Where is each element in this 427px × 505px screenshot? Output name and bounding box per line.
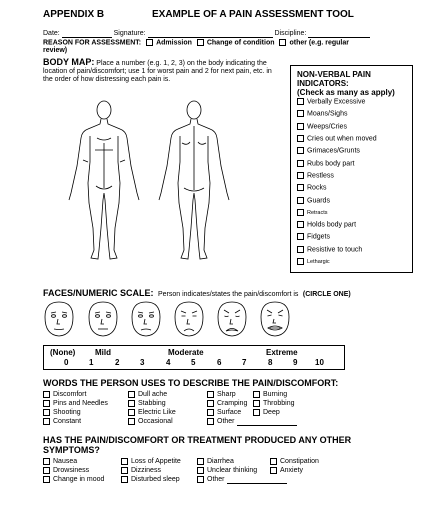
date-label: Date: <box>43 30 60 37</box>
word-option[interactable] <box>128 390 167 399</box>
scale-number[interactable]: 7 <box>242 358 247 367</box>
word-option[interactable] <box>43 417 81 426</box>
symptom-option[interactable] <box>121 466 161 475</box>
checkbox[interactable] <box>297 246 304 253</box>
symptom-option[interactable] <box>43 457 77 466</box>
nonverbal-title <box>291 66 412 97</box>
nonverbal-item-label: Resistive to touch <box>307 246 363 254</box>
scale-number[interactable]: 0 <box>64 358 69 367</box>
checkbox[interactable] <box>253 391 260 398</box>
word-other-field[interactable] <box>237 418 297 426</box>
symptom-option[interactable] <box>197 466 257 475</box>
scale-label-moderate: Moderate <box>168 348 204 357</box>
appendix-label: APPENDIX B <box>43 9 105 20</box>
word-option-other[interactable] <box>207 417 297 426</box>
discipline-field[interactable] <box>308 30 370 38</box>
word-option[interactable] <box>253 399 295 408</box>
checkbox[interactable] <box>43 476 50 483</box>
scale-number[interactable]: 3 <box>140 358 145 367</box>
word-label: Burning <box>263 391 288 398</box>
nonverbal-item-label: Rocks <box>307 184 327 192</box>
nonverbal-item-label: Fidgets <box>307 233 330 241</box>
checkbox[interactable] <box>297 184 304 191</box>
word-option[interactable] <box>128 417 173 426</box>
nonverbal-item[interactable] <box>297 233 412 241</box>
nonverbal-item-label: Retracts <box>307 210 328 217</box>
scale-number[interactable]: 5 <box>191 358 196 367</box>
reason-other-label: other (e.g. regular review) <box>43 39 349 55</box>
checkbox[interactable] <box>297 98 304 105</box>
checkbox[interactable] <box>297 160 304 167</box>
nonverbal-item-label: Weeps/Cries <box>307 123 347 131</box>
symptom-label: Nausea <box>53 458 78 465</box>
checkbox[interactable] <box>297 172 304 179</box>
checkbox[interactable] <box>297 135 304 142</box>
symptom-option[interactable] <box>43 475 104 484</box>
checkbox[interactable] <box>207 400 214 407</box>
checkbox[interactable] <box>121 458 128 465</box>
nonverbal-item-label: Holds body part <box>307 221 357 229</box>
word-label: Sharp <box>217 391 236 398</box>
reason-change-label: Change of condition <box>206 39 275 47</box>
checkbox[interactable] <box>297 147 304 154</box>
word-option[interactable] <box>128 399 166 408</box>
word-label: Pins and Needles <box>53 400 108 407</box>
nonverbal-list <box>291 97 412 266</box>
reason-line <box>43 39 373 55</box>
checkbox[interactable] <box>43 467 50 474</box>
checkbox[interactable] <box>297 233 304 240</box>
scale-label-mild: Mild <box>95 348 111 357</box>
checkbox[interactable] <box>197 458 204 465</box>
nonverbal-item[interactable] <box>297 184 412 192</box>
page-title: EXAMPLE OF A PAIN ASSESSMENT TOOL <box>152 9 354 20</box>
checkbox[interactable] <box>43 418 50 425</box>
words-grid <box>43 390 403 430</box>
word-label: Electric Like <box>138 409 176 416</box>
checkbox[interactable] <box>43 458 50 465</box>
nonverbal-item[interactable] <box>297 197 412 205</box>
word-label: Constant <box>53 418 82 425</box>
symptom-label: Unclear thinking <box>207 467 258 474</box>
face-2-icon[interactable] <box>87 300 119 338</box>
checkbox[interactable] <box>197 467 204 474</box>
word-label: Shooting <box>53 409 81 416</box>
nonverbal-item[interactable] <box>297 110 412 118</box>
nonverbal-title-line2: INDICATORS: <box>297 79 349 88</box>
nonverbal-item[interactable] <box>297 123 412 131</box>
symptom-other-field[interactable] <box>227 476 287 484</box>
checkbox[interactable] <box>43 391 50 398</box>
nonverbal-subtitle: (Check as many as apply) <box>297 88 395 97</box>
checkbox[interactable] <box>128 400 135 407</box>
signature-field[interactable] <box>148 30 273 38</box>
nonverbal-item[interactable] <box>297 98 412 106</box>
body-map-figures[interactable] <box>60 98 260 268</box>
reason-label: REASON FOR ASSESSMENT: <box>43 39 142 47</box>
nonverbal-indicators-box <box>290 65 413 273</box>
reason-admission-label: Admission <box>156 39 192 47</box>
word-option[interactable] <box>43 399 108 408</box>
checkbox[interactable] <box>297 123 304 130</box>
word-option[interactable] <box>43 408 81 417</box>
checkbox[interactable] <box>297 221 304 228</box>
nonverbal-item-label: Rubs body part <box>307 160 355 168</box>
word-option[interactable] <box>253 390 287 399</box>
nonverbal-item-label: Moans/Sighs <box>307 110 348 118</box>
words-title: WORDS THE PERSON USES TO DESCRIBE THE PAIN/DISCOMFORT: <box>43 378 339 388</box>
checkbox[interactable] <box>297 110 304 117</box>
checkbox[interactable] <box>43 400 50 407</box>
faces-title: FACES/NUMERIC SCALE: <box>43 288 154 298</box>
symptom-label: Drowsiness <box>53 467 90 474</box>
symptoms-title <box>43 435 351 455</box>
numeric-scale <box>43 345 345 370</box>
checkbox[interactable] <box>128 391 135 398</box>
nonverbal-item[interactable] <box>297 172 412 180</box>
symptom-option[interactable] <box>270 457 319 466</box>
nonverbal-item[interactable] <box>297 246 412 254</box>
word-option[interactable] <box>207 390 236 399</box>
symptom-label: Constipation <box>280 458 319 465</box>
checkbox[interactable] <box>207 409 214 416</box>
checkbox[interactable] <box>253 400 260 407</box>
faces-header <box>43 283 351 301</box>
scale-number[interactable]: 1 <box>89 358 94 367</box>
back-body-figure <box>159 101 229 259</box>
symptom-label: Disturbed sleep <box>131 476 180 483</box>
word-label: Other <box>217 418 235 425</box>
word-option[interactable] <box>253 408 280 417</box>
body-map-text: Place a number (e.g. 1, 2, 3) on the body indicating the location of pain/discomfort; use 1 for worst pain and 2 for next pain, etc. in the order of how distressing each pain is. <box>43 60 272 83</box>
nonverbal-item[interactable] <box>297 135 412 143</box>
checkbox[interactable] <box>297 258 304 265</box>
reason-other-checkbox[interactable] <box>279 39 286 46</box>
front-body-figure <box>69 101 139 259</box>
body-map-instructions <box>43 58 283 84</box>
face-6-icon[interactable] <box>173 300 205 338</box>
nonverbal-item[interactable] <box>297 160 412 168</box>
scale-number[interactable]: 9 <box>293 358 298 367</box>
word-label: Occasional <box>138 418 173 425</box>
nonverbal-item-label: Guards <box>307 197 330 205</box>
symptom-option[interactable] <box>270 466 303 475</box>
checkbox[interactable] <box>270 467 277 474</box>
word-label: Throbbing <box>263 400 295 407</box>
symptom-option[interactable] <box>43 466 89 475</box>
word-label: Surface <box>217 409 242 416</box>
checkbox[interactable] <box>253 409 260 416</box>
faces-circle-one: (CIRCLE ONE) <box>302 291 351 298</box>
scale-label-extreme: Extreme <box>266 348 298 357</box>
symptom-label: Loss of Appetite <box>131 458 181 465</box>
nonverbal-title-line1: NON-VERBAL PAIN <box>297 70 371 79</box>
face-8-icon[interactable] <box>216 300 248 338</box>
symptom-option-other[interactable] <box>197 475 287 484</box>
symptom-label: Other <box>207 476 225 483</box>
symptom-label: Diarrhea <box>207 458 234 465</box>
checkbox[interactable] <box>207 418 214 425</box>
nonverbal-item[interactable] <box>297 209 412 217</box>
word-option[interactable] <box>128 408 176 417</box>
reason-admission-checkbox[interactable] <box>146 39 153 46</box>
symptoms-grid <box>43 457 403 487</box>
scale-number[interactable]: 8 <box>268 358 273 367</box>
symptom-option[interactable] <box>197 457 234 466</box>
nonverbal-item-label: Lethargic <box>307 259 330 266</box>
nonverbal-item[interactable] <box>297 147 412 155</box>
nonverbal-item-label: Verbally Excessive <box>307 98 366 106</box>
checkbox[interactable] <box>121 476 128 483</box>
scale-number[interactable]: 2 <box>115 358 120 367</box>
word-label: Discomfort <box>53 391 87 398</box>
checkbox[interactable] <box>197 476 204 483</box>
symptom-label: Change in mood <box>53 476 105 483</box>
word-option[interactable] <box>207 408 241 417</box>
face-4-icon[interactable] <box>130 300 162 338</box>
face-0-icon[interactable] <box>43 300 75 338</box>
checkbox[interactable] <box>207 391 214 398</box>
faces-instruction: Person indicates/states the pain/discomfort is <box>157 291 299 298</box>
scale-number[interactable]: 6 <box>217 358 222 367</box>
word-option[interactable] <box>207 399 247 408</box>
symptom-option[interactable] <box>121 475 180 484</box>
reason-change-checkbox[interactable] <box>197 39 204 46</box>
checkbox[interactable] <box>270 458 277 465</box>
checkbox[interactable] <box>121 467 128 474</box>
nonverbal-item[interactable] <box>297 258 412 266</box>
body-map-title: BODY MAP: <box>43 57 95 67</box>
scale-number[interactable]: 10 <box>315 358 324 367</box>
nonverbal-item-label: Grimaces/Grunts <box>307 147 360 155</box>
date-field[interactable] <box>62 30 112 38</box>
nonverbal-item[interactable] <box>297 221 412 229</box>
word-label: Deep <box>263 409 280 416</box>
checkbox[interactable] <box>297 209 304 216</box>
discipline-label: Discipline: <box>274 30 307 37</box>
word-label: Stabbing <box>138 400 166 407</box>
meta-line <box>43 30 370 38</box>
symptoms-title-line1: HAS THE PAIN/DISCOMFORT OR TREATMENT PRODUCED ANY OTHER <box>43 435 352 445</box>
symptom-label: Anxiety <box>280 467 303 474</box>
face-10-icon[interactable] <box>259 300 291 338</box>
nonverbal-item-label: Restless <box>307 172 334 180</box>
word-label: Dull ache <box>138 391 168 398</box>
scale-number[interactable]: 4 <box>166 358 171 367</box>
checkbox[interactable] <box>128 409 135 416</box>
nonverbal-item-label: Cries out when moved <box>307 135 377 143</box>
signature-label: Signature: <box>113 30 146 37</box>
symptom-label: Dizziness <box>131 467 161 474</box>
checkbox[interactable] <box>43 409 50 416</box>
checkbox[interactable] <box>128 418 135 425</box>
symptom-option[interactable] <box>121 457 181 466</box>
word-option[interactable] <box>43 390 86 399</box>
symptoms-title-line2: SYMPTOMS? <box>43 445 100 455</box>
word-label: Cramping <box>217 400 248 407</box>
checkbox[interactable] <box>297 197 304 204</box>
scale-label-none: (None) <box>50 348 76 357</box>
